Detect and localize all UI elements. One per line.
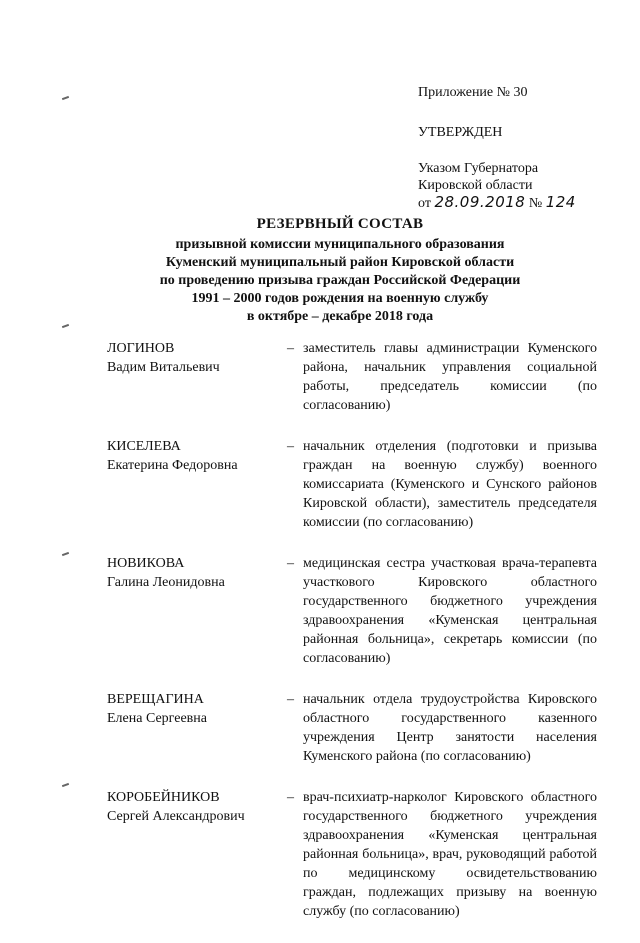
handwritten-number: 124 (545, 193, 576, 211)
approved-label: УТВЕРЖДЕН (418, 125, 503, 140)
member-role: начальник отдела трудоустройства Кировского областного государственного казенного учреждения Центр занятости населения Куменского района (по согласованию) (303, 692, 597, 764)
member-given-name: Вадим Витальевич (107, 360, 220, 375)
member-row (107, 788, 597, 921)
member-row (107, 554, 597, 668)
member-dash: – (287, 556, 294, 571)
member-surname: КОРОБЕЙНИКОВ (107, 790, 220, 805)
scan-mark (62, 96, 69, 100)
member-name (107, 554, 287, 668)
member-row (107, 437, 597, 532)
member-row (107, 690, 597, 766)
member-surname: ЛОГИНОВ (107, 341, 175, 356)
member-name (107, 788, 287, 921)
title-line-2: Куменский муниципальный район Кировской области (165, 255, 515, 270)
member-name (107, 690, 287, 766)
members-list (107, 339, 597, 943)
handwritten-date: 28.09.2018 (434, 193, 526, 211)
decree-line-1: Указом Губернатора (418, 161, 539, 176)
member-dash: – (287, 439, 294, 454)
member-surname: КИСЕЛЕВА (107, 439, 181, 454)
title-line-5: в октябре – декабре 2018 года (246, 309, 434, 324)
title-line-4: 1991 – 2000 годов рождения на военную службу (191, 291, 489, 306)
member-given-name: Сергей Александрович (107, 809, 245, 824)
document-title (60, 214, 620, 326)
scan-mark (62, 783, 69, 787)
title-line-1: призывной комиссии муниципального образования (175, 237, 505, 252)
decree-line-2: Кировской области (418, 178, 533, 193)
member-role: заместитель главы администрации Куменского района, начальник управления социальной работы, председатель комиссии (по согласованию) (303, 341, 597, 413)
title-main: РЕЗЕРВНЫЙ СОСТАВ (256, 216, 424, 232)
member-given-name: Галина Леонидовна (107, 575, 225, 590)
number-sign: № (528, 196, 543, 211)
member-row (107, 339, 597, 415)
scan-mark (62, 552, 69, 556)
member-name (107, 339, 287, 415)
member-dash: – (287, 692, 294, 707)
member-dash: – (287, 790, 294, 805)
member-surname: НОВИКОВА (107, 556, 185, 571)
member-name (107, 437, 287, 532)
annex-number: Приложение № 30 (418, 85, 528, 100)
decree-date-line (418, 194, 628, 212)
from-prefix: от (418, 196, 431, 211)
title-line-3: по проведению призыва граждан Российской Федерации (159, 273, 521, 288)
member-role: врач-психиатр-нарколог Кировского областного государственного бюджетного учреждения здравоохранения «Куменская центральная районная больница», врач, руководящий работой по медицинскому освидетельствованию граждан, подлежащих призыву на военную службу (по согласованию) (303, 790, 597, 919)
member-role: медицинская сестра участковая врача-терапевта участкового Кировского областного государственного бюджетного учреждения здравоохранения «Куменская центральная районная больница», секретарь комиссии (по согласованию) (303, 556, 597, 666)
member-dash: – (287, 341, 294, 356)
member-role: начальник отделения (подготовки и призыва граждан на военную службу) военного комиссариата (Куменского и Сунского районов Кировской области), заместитель председателя комиссии (по согласованию) (303, 439, 597, 530)
member-given-name: Елена Сергеевна (107, 711, 207, 726)
approval-block (418, 84, 628, 212)
member-given-name: Екатерина Федоровна (107, 458, 238, 473)
member-surname: ВЕРЕЩАГИНА (107, 692, 204, 707)
